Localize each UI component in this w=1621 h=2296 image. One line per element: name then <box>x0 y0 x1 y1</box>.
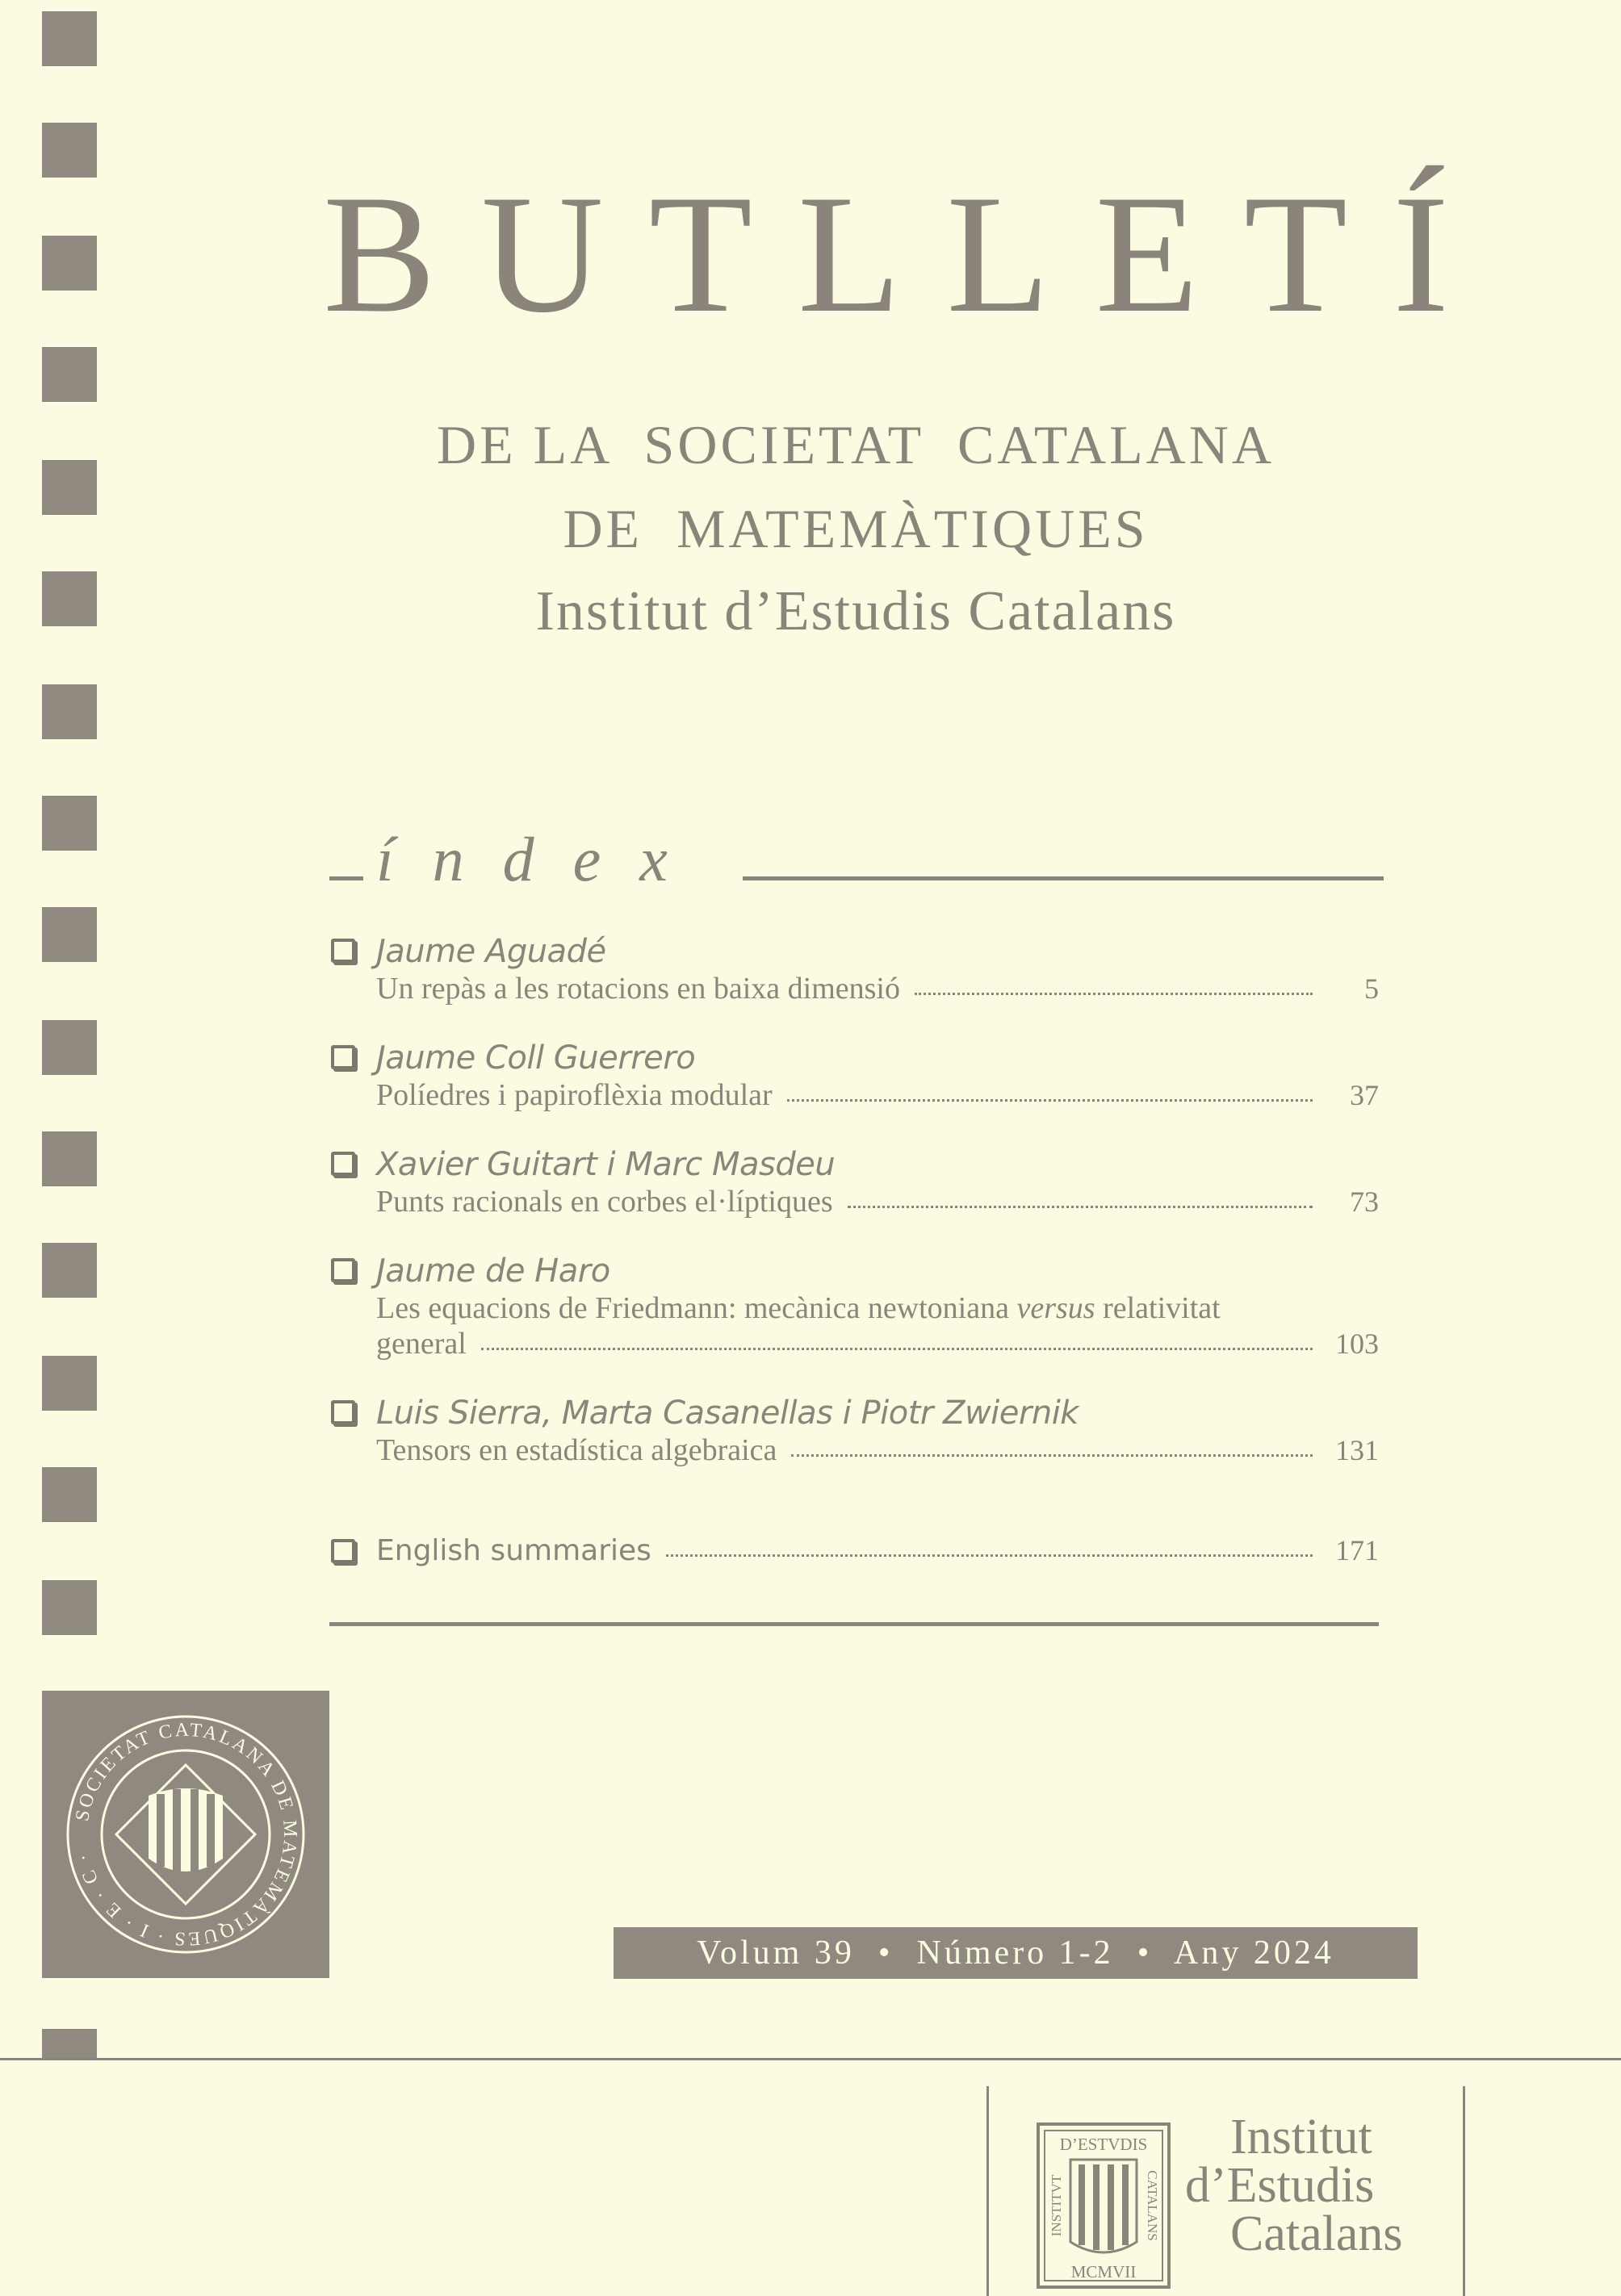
iec-logo <box>1035 2121 1172 2290</box>
index-heading-rule-right <box>743 876 1384 880</box>
toc-entry-title-part: Les equacions de Friedmann: mecànica newtoniana <box>376 1291 1017 1325</box>
dot-leader <box>848 1206 1313 1208</box>
checkbox-icon <box>331 1152 355 1176</box>
logo-text-right: CATALANS <box>1145 2170 1160 2241</box>
perforation-square <box>42 347 97 402</box>
perforation-square <box>42 11 97 66</box>
perforation-square <box>42 1580 97 1635</box>
perforation-square <box>42 571 97 626</box>
toc-entry-page: 73 <box>1350 1186 1379 1218</box>
toc-entry-author: Luis Sierra, Marta Casanellas i Piotr Zwiernik <box>376 1395 1079 1432</box>
toc-entry-author: Jaume Coll Guerrero <box>376 1039 696 1077</box>
seal-text: SOCIETAT CATALANA DE MATEMÀTIQUES · I · E · C · <box>72 1719 301 1950</box>
iec-logo-icon <box>1035 2121 1172 2290</box>
journal-subtitle-line1: DE LA SOCIETAT CATALANA <box>437 414 1275 475</box>
perforation-square <box>42 796 97 851</box>
society-seal <box>42 1691 329 1978</box>
toc-entry-title: Un repàs a les rotacions en baixa dimensió <box>376 972 900 1006</box>
table-of-contents <box>329 932 1379 1601</box>
toc-entry-author: Jaume de Haro <box>376 1253 610 1290</box>
toc-entry-title-line1 <box>329 1290 1379 1326</box>
toc-entry[interactable] <box>329 1145 1379 1219</box>
dot-leader <box>481 1348 1313 1350</box>
checkbox-icon <box>331 1045 355 1069</box>
perforation-square <box>42 236 97 291</box>
perforation-square <box>42 1467 97 1522</box>
index-heading-text: índex <box>376 824 706 894</box>
perforation-square <box>42 907 97 962</box>
perforation-square <box>42 460 97 515</box>
toc-entry-title-part: relativitat <box>1095 1291 1221 1325</box>
perforation-square <box>42 684 97 739</box>
logo-text-year: MCMVII <box>1070 2262 1137 2281</box>
journal-title: BUTLLETÍ <box>323 161 1495 348</box>
toc-entry-author: Jaume Aguadé <box>376 933 606 970</box>
logo-text-left: INSTITVT <box>1049 2174 1064 2237</box>
checkbox-icon <box>331 939 355 963</box>
checkbox-icon <box>331 1539 355 1563</box>
toc-entry[interactable] <box>329 1394 1379 1468</box>
publisher-name <box>1185 2110 1427 2261</box>
toc-entry[interactable] <box>329 932 1379 1006</box>
seal-emblem-icon <box>42 1691 329 1978</box>
toc-entry-page: 171 <box>1335 1534 1379 1566</box>
toc-entry-page: 37 <box>1350 1079 1379 1111</box>
toc-entry[interactable] <box>329 1039 1379 1113</box>
issue-info-bar: Volum 39 • Número 1-2 • Any 2024 <box>614 1927 1418 1979</box>
toc-entry-title: Punts racionals en corbes el·líptiques <box>376 1185 833 1219</box>
perforation-square <box>42 1243 97 1298</box>
perforation-square <box>42 1020 97 1075</box>
checkbox-icon <box>331 1400 355 1424</box>
toc-entry-page: 5 <box>1364 972 1379 1005</box>
publisher-name-line1: Institut <box>1230 2110 1372 2164</box>
toc-entry-page: 103 <box>1335 1328 1379 1360</box>
toc-entry-title: Tensors en estadística algebraica <box>376 1433 777 1467</box>
perforation-square <box>42 123 97 178</box>
dot-leader <box>915 993 1313 995</box>
publisher-divider-left <box>986 2086 989 2296</box>
publisher-name-line3: Catalans <box>1230 2206 1403 2261</box>
logo-text-top: D’ESTVDIS <box>1059 2135 1148 2154</box>
perforation-square <box>42 2029 97 2058</box>
toc-entry-title-italic: versus <box>1016 1291 1095 1325</box>
journal-subtitle-line3: Institut d’Estudis Catalans <box>535 580 1176 642</box>
toc-entry-author: Xavier Guitart i Marc Masdeu <box>376 1146 836 1183</box>
index-heading <box>329 823 1379 904</box>
perforation-square <box>42 1131 97 1186</box>
journal-subtitle-line2: DE MATEMÀTIQUES <box>563 498 1149 559</box>
toc-entry-title-line2: general <box>376 1327 467 1361</box>
bottom-rule <box>0 2058 1621 2060</box>
perforation-square <box>42 1356 97 1411</box>
toc-entry-title: Políedres i papiroflèxia modular <box>376 1078 773 1112</box>
dot-leader <box>666 1554 1313 1557</box>
dot-leader <box>791 1454 1313 1457</box>
toc-entry[interactable] <box>329 1252 1379 1361</box>
publisher-name-line2: d’Estudis <box>1185 2158 1375 2213</box>
index-heading-rule-left <box>329 876 363 880</box>
toc-entry-title: English summaries <box>376 1534 651 1567</box>
toc-entry-summaries[interactable] <box>329 1533 1379 1569</box>
toc-bottom-rule <box>329 1622 1379 1626</box>
dot-leader <box>787 1099 1313 1102</box>
checkbox-icon <box>331 1258 355 1282</box>
publisher-divider-right <box>1463 2086 1465 2296</box>
toc-entry-page: 131 <box>1335 1434 1379 1466</box>
